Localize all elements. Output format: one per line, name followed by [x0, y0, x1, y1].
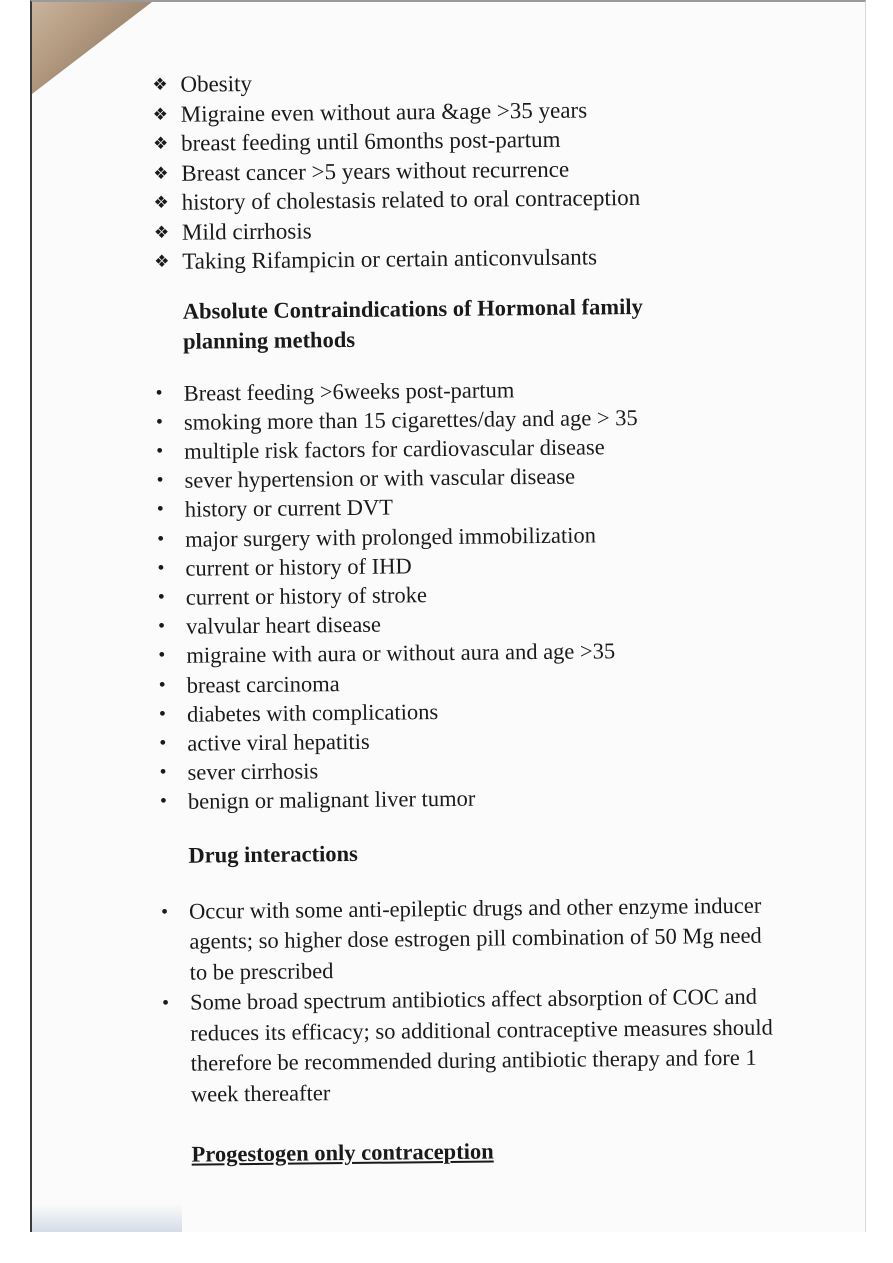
drug-interaction-list — [161, 890, 803, 1110]
list-item: • history or current DVT — [157, 489, 797, 525]
list-item: • breast carcinoma — [159, 664, 799, 700]
bullet-dot-icon: • — [156, 469, 164, 492]
bullet-dot-icon: • — [158, 673, 166, 696]
diamond-bullet-icon: ❖ — [153, 163, 169, 183]
absolute-contraindications-heading: Absolute Contraindications of Hormonal family planning methods — [182, 293, 643, 354]
bullet-dot-icon: • — [159, 761, 167, 784]
bullet-dot-icon: • — [160, 900, 169, 923]
list-item: • multiple risk factors for cardiovascular disease — [156, 430, 796, 466]
absolute-contraindication-list — [155, 372, 800, 817]
list-item: ❖ Migraine even without aura &age >35 years — [153, 93, 793, 129]
bullet-dot-icon: • — [155, 410, 164, 433]
bullet-dot-icon: • — [156, 498, 164, 521]
diamond-bullet-icon: ❖ — [153, 192, 169, 213]
list-item: • valvular heart disease — [158, 605, 798, 641]
bullet-dot-icon: • — [157, 615, 166, 638]
bullet-dot-icon: • — [159, 790, 168, 813]
diamond-bullet-icon: ❖ — [152, 104, 169, 124]
list-item: ❖ breast feeding until 6months post-partum — [153, 122, 793, 158]
bullet-dot-icon: • — [157, 556, 165, 579]
list-item: • sever hypertension or with vascular disease — [156, 459, 796, 495]
progestogen-heading: Progestogen only contraception — [191, 1138, 494, 1167]
diamond-bullet-icon: ❖ — [153, 222, 170, 242]
list-item: • current or history of IHD — [157, 547, 797, 583]
diamond-bullet-icon: ❖ — [152, 74, 168, 95]
list-item: • sever cirrhosis — [159, 751, 799, 787]
bullet-dot-icon: • — [159, 731, 167, 754]
page-content — [152, 63, 803, 1170]
bullet-dot-icon: • — [157, 585, 165, 608]
list-item: • migraine with aura or without aura and age >35 — [158, 635, 798, 671]
list-item: • current or history of stroke — [158, 576, 798, 612]
bullet-dot-icon: • — [157, 527, 165, 550]
bullet-dot-icon: • — [156, 439, 164, 462]
list-item: • Some broad spectrum antibiotics affect absorption of COC and reduces its efficacy; so additional contraceptive measures should therefore be recommended during antibiotic therapy and fore 1 week thereafter — [161, 983, 773, 1107]
list-item: ❖ Mild cirrhosis — [154, 211, 794, 247]
list-item: • major surgery with prolonged immobilization — [157, 518, 797, 554]
diamond-bullet-icon: ❖ — [152, 133, 169, 154]
list-item: ❖ Taking Rifampicin or certain anticonvulsants — [154, 240, 794, 276]
bullet-dot-icon: • — [158, 702, 167, 725]
relative-contraindication-list — [152, 63, 794, 276]
list-item: • Occur with some anti-epileptic drugs and other enzyme inducer agents; so higher dose estrogen pill combination of 50 Mg need to be prescribed — [160, 892, 762, 985]
list-item: ❖ Obesity — [152, 63, 792, 99]
list-item: • diabetes with complications — [159, 693, 799, 729]
folded-corner — [32, 2, 152, 94]
bullet-dot-icon: • — [158, 644, 166, 667]
bullet-dot-icon: • — [155, 381, 163, 404]
bullet-dot-icon: • — [161, 991, 170, 1015]
list-item: • Breast feeding >6weeks post-partum — [155, 372, 795, 408]
drug-interactions-heading: Drug interactions — [188, 840, 358, 868]
list-item: • active viral hepatitis — [159, 722, 799, 758]
list-item: • smoking more than 15 cigarettes/day and age > 35 — [156, 401, 796, 437]
diamond-bullet-icon: ❖ — [154, 251, 170, 272]
list-item: ❖ history of cholestasis related to oral contraception — [153, 181, 793, 217]
list-item: ❖ Breast cancer >5 years without recurrence — [153, 152, 793, 188]
list-item: • benign or malignant liver tumor — [160, 781, 800, 817]
